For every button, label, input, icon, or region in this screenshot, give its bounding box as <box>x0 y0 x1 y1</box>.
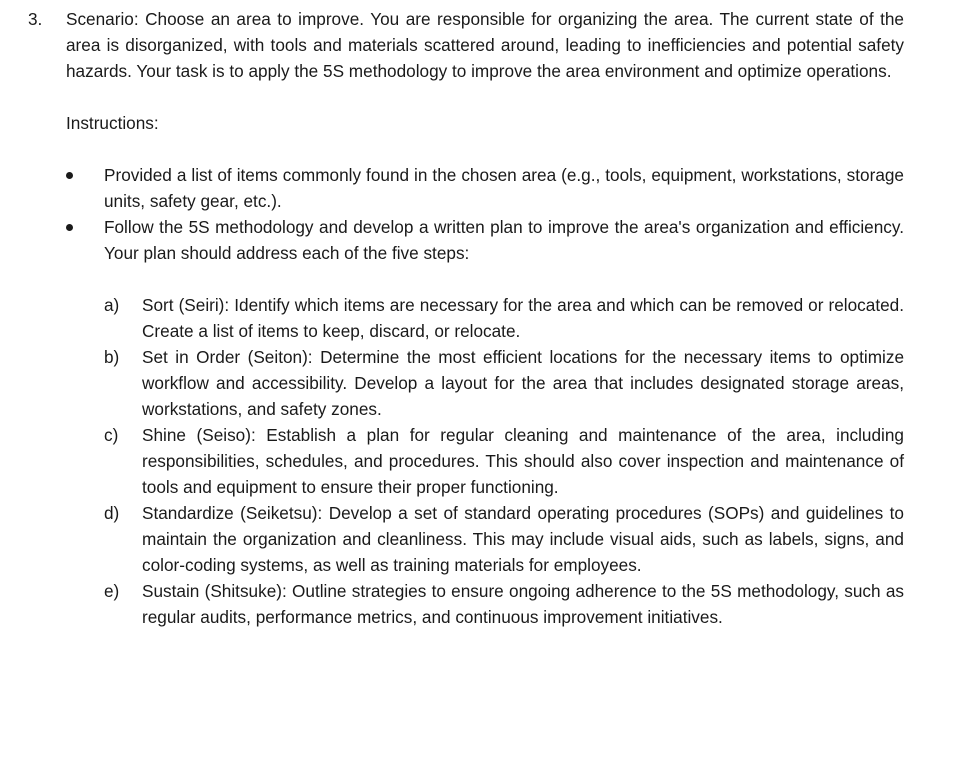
step-item-standardize <box>104 500 904 578</box>
question-block <box>28 6 906 630</box>
step-letter: c) <box>104 425 119 445</box>
step-text: Sustain (Shitsuke): Outline strategies to ensure ongoing adherence to the 5S methodology, such as regular audits, performance metrics, and continuous improvement initiatives. <box>142 581 904 627</box>
instructions-label: Instructions: <box>66 113 159 133</box>
step-item-sustain <box>104 578 904 630</box>
step-letter: a) <box>104 295 120 315</box>
scenario-paragraph: Scenario: Choose an area to improve. You are responsible for organizing the area. The current state of the area is disorganized, with tools and materials scattered around, leading to inefficiencies and potential safety hazards. Your task is to apply the 5S methodology to improve the area environment and optimize operations. <box>66 9 904 81</box>
step-text: Sort (Seiri): Identify which items are necessary for the area and which can be removed or relocated. Create a list of items to keep, discard, or relocate. <box>142 295 904 341</box>
step-item-shine <box>104 422 904 500</box>
bullet-dot-icon <box>66 224 73 231</box>
step-letter: d) <box>104 503 120 523</box>
step-text: Set in Order (Seiton): Determine the most efficient locations for the necessary items to optimize workflow and accessibility. Develop a layout for the area that includes designated storage areas, workstations, and safety zones. <box>142 347 904 419</box>
question-body <box>66 6 904 630</box>
step-letter: e) <box>104 581 120 601</box>
step-text: Shine (Seiso): Establish a plan for regular cleaning and maintenance of the area, including responsibilities, schedules, and procedures. This should also cover inspection and maintenance of tools and equipment to ensure their proper functioning. <box>142 425 904 497</box>
step-item-set-in-order <box>104 344 904 422</box>
bullet-text: Follow the 5S methodology and develop a written plan to improve the area's organization and efficiency. Your plan should address each of the five steps: <box>104 217 904 263</box>
instructions-bullet-list <box>66 162 904 266</box>
five-s-steps-list <box>104 292 904 630</box>
bullet-item <box>66 214 904 266</box>
bullet-text: Provided a list of items commonly found in the chosen area (e.g., tools, equipment, workstations, storage units, safety gear, etc.). <box>104 165 904 211</box>
step-text: Standardize (Seiketsu): Develop a set of standard operating procedures (SOPs) and guidelines to maintain the organization and cleanliness. This may include visual aids, such as labels, signs, and color-coding systems, as well as training materials for employees. <box>142 503 904 575</box>
question-number: 3. <box>28 9 43 29</box>
step-item-sort <box>104 292 904 344</box>
step-letter: b) <box>104 347 120 367</box>
bullet-item <box>66 162 904 214</box>
bullet-dot-icon <box>66 172 73 179</box>
